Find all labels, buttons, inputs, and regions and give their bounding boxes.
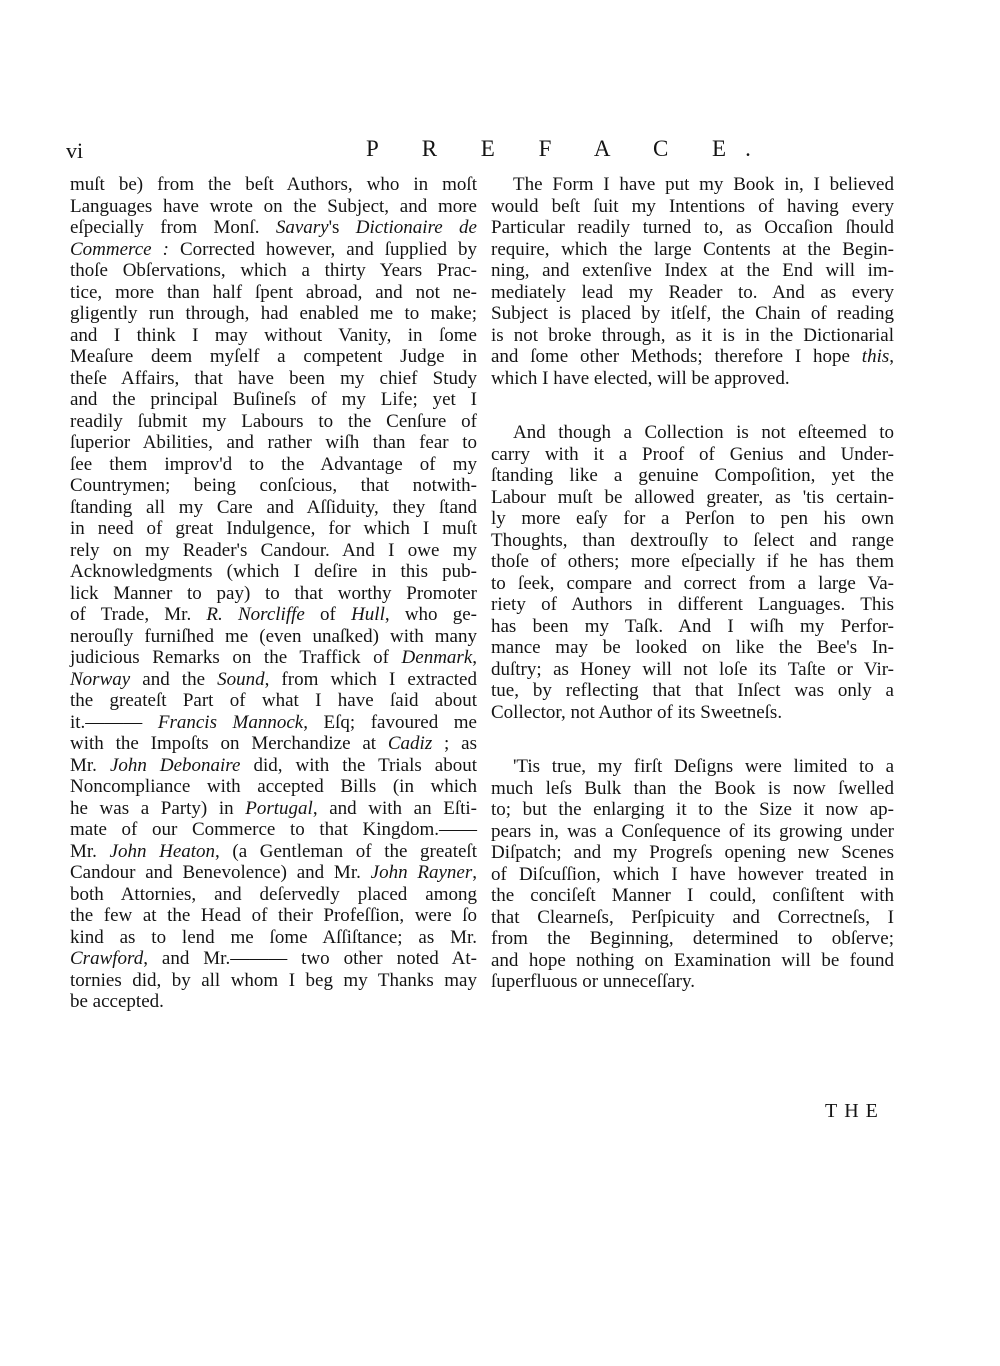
text-segment: Candour and Benevolence) and Mr. xyxy=(70,862,371,883)
text-segment: , who ge- xyxy=(384,604,478,625)
text-segment: The Form I have put my Book in, I believed xyxy=(513,174,894,195)
text-segment: the greateſt Part of what I have ſaid about xyxy=(70,690,477,711)
text-segment: pears in, was a Conſequence of its growing under xyxy=(491,820,894,842)
catchword: THE xyxy=(825,1100,885,1122)
text-segment: the conciſeſt Manner I could, conſiſtent with xyxy=(491,885,894,906)
page-number: vi xyxy=(66,138,84,163)
text-line xyxy=(70,260,477,282)
text-line xyxy=(70,282,477,304)
text-segment: ſtanding all my Care and Aſſiduity, they ſtand xyxy=(70,496,477,518)
text-segment: mate of our Commerce to that Kingdom.—— xyxy=(70,819,477,840)
text-segment: , and Mr.——— two other noted At- xyxy=(143,948,477,969)
text-segment: Mr. xyxy=(70,840,110,862)
text-line xyxy=(70,583,477,605)
text-segment: , xyxy=(472,647,477,668)
text-segment: tice, more than half ſpent abroad, and not ne- xyxy=(70,281,477,303)
text-segment: thoſe of others; more eſpecially if he has them xyxy=(491,551,894,572)
text-line xyxy=(70,303,477,325)
text-segment: Collector, not Author of its Sweetneſs. xyxy=(491,701,783,723)
text-segment: require, which the large Contents at the Begin- xyxy=(491,238,894,260)
text-line xyxy=(491,842,894,864)
text-segment: rely on my Reader's Candour. And I owe my xyxy=(70,539,477,561)
text-line xyxy=(491,594,894,616)
text-line xyxy=(70,604,477,626)
text-line xyxy=(491,756,894,778)
text-segment: which I have elected, will be approved. xyxy=(491,367,790,389)
text-line xyxy=(491,928,894,950)
text-line xyxy=(491,239,894,261)
text-segment: from the Beginning, determined to obſerve; xyxy=(491,928,894,949)
text-segment: ſee them improv'd to the Advantage of my xyxy=(70,453,477,475)
text-segment: , Eſq; favoured me xyxy=(303,711,477,733)
text-segment: judicious Remarks on the Traffick of xyxy=(70,647,402,668)
text-segment: Countrymen; being conſcious, that notwith- xyxy=(70,475,477,496)
text-line xyxy=(70,690,477,712)
text-segment: ſtanding like a genuine Compoſition, yet the xyxy=(491,465,894,486)
text-segment: ; as xyxy=(432,733,477,754)
text-line xyxy=(70,497,477,519)
text-segment: tue, by reflecting that that Inſect was only a xyxy=(491,680,894,701)
text-line xyxy=(70,411,477,433)
italic-text: Savary xyxy=(275,217,329,238)
text-segment: and ſome other Methods; therefore I hope xyxy=(491,346,862,367)
italic-text: John Rayner xyxy=(370,862,473,883)
text-segment: duſtry; as Honey will not loſe its Taſte or Vir- xyxy=(491,658,894,680)
text-segment: to; but the enlarging it to the Size it now ap- xyxy=(491,799,894,820)
italic-text: Norway xyxy=(70,668,131,690)
text-segment: , xyxy=(889,346,894,367)
text-segment: would beſt ſuit my Intentions of having every xyxy=(491,195,894,217)
text-segment: Corrected however, and ſupplied by xyxy=(168,238,478,260)
text-line xyxy=(70,669,477,691)
text-line xyxy=(70,733,477,755)
text-line xyxy=(70,841,477,863)
text-line xyxy=(70,561,477,583)
text-segment: and I think I may without Vanity, in ſome xyxy=(70,324,477,346)
text-line xyxy=(70,712,477,734)
text-segment: , from which I extracted xyxy=(264,668,477,690)
text-line xyxy=(70,755,477,777)
italic-text: Portugal xyxy=(245,797,313,819)
text-segment: muſt be) from the beſt Authors, who in moſt xyxy=(70,174,477,195)
page-title: P R E F A C E. xyxy=(366,136,770,161)
text-line xyxy=(70,991,477,1013)
text-line xyxy=(70,346,477,368)
text-segment: Particular readily turned to, as Occaſion ſhould xyxy=(491,217,894,238)
text-segment: Noncompliance with accepted Bills (in which xyxy=(70,776,477,797)
text-segment: did, with the Trials about xyxy=(240,754,477,776)
text-segment: has been my Taſk. And I wiſh my Perfor- xyxy=(491,615,894,637)
text-segment: Thoughts, than dextrouſly to ſelect and range xyxy=(491,529,894,551)
text-segment: and the xyxy=(130,668,218,690)
text-line xyxy=(70,862,477,884)
text-segment: the few at the Head of their Profeſſion, were ſo xyxy=(70,905,477,926)
text-line xyxy=(70,454,477,476)
text-segment: Diſpatch; and my Progreſs opening new Scenes xyxy=(491,842,894,863)
italic-text: Denmark xyxy=(401,647,473,668)
italic-text: John Heaton xyxy=(109,840,216,862)
italic-text: Commerce : xyxy=(70,238,169,260)
text-line xyxy=(70,217,477,239)
italic-text: Hull xyxy=(351,604,385,625)
text-segment: it.——— xyxy=(70,711,158,733)
text-line xyxy=(491,346,894,368)
text-segment: tornies did, by all whom I beg my Thanks may xyxy=(70,969,477,991)
text-segment: Mr. xyxy=(70,754,110,776)
text-line xyxy=(70,540,477,562)
text-segment: ſuperior Abilities, and rather wiſh than fear to xyxy=(70,432,477,453)
italic-text: Sound xyxy=(217,668,265,690)
text-line xyxy=(491,487,894,509)
text-line xyxy=(491,282,894,304)
text-segment: that Clearneſs, Perſpicuity and Correctneſs, I xyxy=(491,906,894,928)
text-line xyxy=(491,508,894,530)
text-line xyxy=(491,530,894,552)
text-line xyxy=(70,475,477,497)
text-segment: of xyxy=(304,604,352,625)
text-segment: Acknowledgments (which I deſire in this pub- xyxy=(70,561,477,582)
italic-text: R. Norcliffe xyxy=(206,604,305,625)
text-segment: Labour muſt be allowed greater, as 'tis certain- xyxy=(491,486,894,508)
text-line xyxy=(491,196,894,218)
text-segment: nerouſly furniſhed me (even unaſked) with many xyxy=(70,625,477,647)
text-segment: lick Manner to pay) to that worthy Promoter xyxy=(70,582,477,604)
text-line xyxy=(70,905,477,927)
text-line xyxy=(491,551,894,573)
text-line xyxy=(491,821,894,843)
text-segment: and the principal Buſineſs of my Life; yet I xyxy=(70,389,477,410)
text-segment: kind as to lend me ſome Aſſiſtance; as Mr. xyxy=(70,926,477,948)
text-line xyxy=(491,799,894,821)
text-segment: mediately lead my Reader to. And as every xyxy=(491,281,894,303)
text-segment: theſe Affairs, that have been my chief Study xyxy=(70,367,477,389)
text-line xyxy=(70,948,477,970)
text-segment: ning, and extenſive Index at the End will im- xyxy=(491,260,894,281)
text-segment: to ſeek, compare and correct from a large Va- xyxy=(491,572,894,594)
text-line xyxy=(491,864,894,886)
text-segment: Meaſure deem myſelf a competent Judge in xyxy=(70,346,477,367)
text-segment: 'Tis true, my firſt Deſigns were limited to a xyxy=(513,756,894,777)
text-segment: , xyxy=(472,862,477,883)
text-segment: much leſs Bulk than the Book is now ſwelled xyxy=(491,777,894,799)
text-line xyxy=(491,174,894,196)
text-line xyxy=(491,444,894,466)
text-segment: , and with an Eſti- xyxy=(312,797,477,819)
text-line xyxy=(70,626,477,648)
text-line xyxy=(70,776,477,798)
italic-text: Cadiz xyxy=(387,733,433,754)
text-line xyxy=(491,637,894,659)
text-line xyxy=(491,368,894,390)
text-segment: , (a Gentleman of the greateſt xyxy=(215,840,477,862)
text-line xyxy=(70,884,477,906)
text-segment: is not broke through, as it is in the Dictionarial xyxy=(491,324,894,346)
text-line xyxy=(70,196,477,218)
text-segment: And though a Collection is not eſteemed to xyxy=(513,422,894,443)
text-segment: riety of Authors in different Languages. This xyxy=(491,594,894,615)
text-line xyxy=(70,798,477,820)
text-line xyxy=(70,432,477,454)
text-segment: eſpecially from Monſ. xyxy=(70,217,276,238)
text-segment: be accepted. xyxy=(70,991,164,1012)
italic-text: Dictionaire de xyxy=(355,217,477,238)
text-segment: mance may be looked on like the Bee's In- xyxy=(491,637,894,658)
text-line xyxy=(70,389,477,411)
text-segment: 's xyxy=(328,217,356,238)
text-segment: gligently run through, had enabled me to make; xyxy=(70,303,477,324)
text-line xyxy=(491,465,894,487)
text-line xyxy=(70,368,477,390)
text-segment: ly more eaſy for a Perſon to pen his own xyxy=(491,508,894,529)
text-segment: Subject is placed by itſelf, the Chain of reading xyxy=(491,303,894,324)
text-line xyxy=(491,680,894,702)
italic-text: this xyxy=(861,346,890,367)
text-segment: of Diſcuſſion, which I have however treated in xyxy=(491,863,894,885)
text-line xyxy=(491,702,894,724)
text-line xyxy=(491,971,894,993)
text-line xyxy=(491,325,894,347)
italic-text: John Debonaire xyxy=(109,754,241,776)
italic-text: Francis Mannock xyxy=(157,711,304,733)
text-segment: in need of great Indulgence, for which I muſt xyxy=(70,518,477,539)
text-line xyxy=(491,573,894,595)
text-line xyxy=(491,659,894,681)
text-line xyxy=(70,970,477,992)
text-segment: and hope nothing on Examination will be found xyxy=(491,949,894,971)
text-segment: Languages have wrote on the Subject, and more xyxy=(70,195,477,217)
text-segment: with the Impoſts on Merchandize at xyxy=(70,733,388,754)
text-line xyxy=(70,325,477,347)
text-line xyxy=(70,174,477,196)
text-line xyxy=(491,217,894,239)
text-line xyxy=(491,303,894,325)
text-line xyxy=(70,927,477,949)
text-line xyxy=(491,260,894,282)
text-segment: thoſe Obſervations, which a thirty Years Prac- xyxy=(70,260,477,281)
text-segment: readily ſubmit my Labours to the Cenſure of xyxy=(70,410,477,432)
text-line xyxy=(70,819,477,841)
text-line xyxy=(491,422,894,444)
text-line xyxy=(70,518,477,540)
text-segment: ſuperfluous or unneceſſary. xyxy=(491,971,695,992)
text-line xyxy=(70,647,477,669)
italic-text: Crawford xyxy=(70,948,144,969)
text-segment: of Trade, Mr. xyxy=(70,604,207,625)
text-line xyxy=(70,239,477,261)
text-segment: carry with it a Proof of Genius and Under- xyxy=(491,443,894,465)
text-line xyxy=(491,616,894,638)
text-line xyxy=(491,778,894,800)
text-line xyxy=(491,885,894,907)
text-segment: both Attornies, and deſervedly placed among xyxy=(70,883,477,905)
text-line xyxy=(491,907,894,929)
text-segment: he was a Party) in xyxy=(70,797,246,819)
text-line xyxy=(491,950,894,972)
